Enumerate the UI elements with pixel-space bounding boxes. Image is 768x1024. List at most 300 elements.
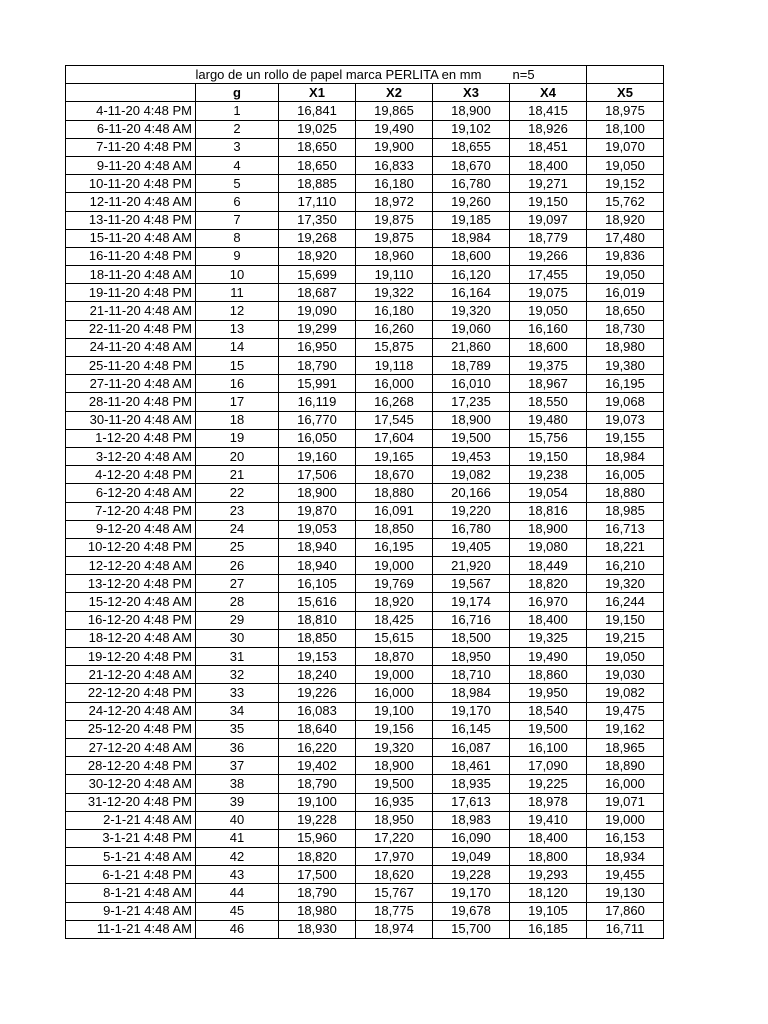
x5-cell: 19,071 xyxy=(587,793,664,811)
x3-cell: 18,789 xyxy=(433,357,510,375)
sample-size-label: n=5 xyxy=(512,66,535,82)
x4-cell: 18,820 xyxy=(510,575,587,593)
x5-cell: 18,934 xyxy=(587,848,664,866)
group-cell: 39 xyxy=(196,793,279,811)
group-cell: 2 xyxy=(196,120,279,138)
table-title: largo de un rollo de papel marca PERLITA en mm xyxy=(195,66,482,82)
x1-cell: 16,841 xyxy=(279,102,356,120)
x3-cell: 19,320 xyxy=(433,302,510,320)
date-cell: 19-12-20 4:48 PM xyxy=(66,648,196,666)
x3-cell: 16,145 xyxy=(433,720,510,738)
table-row xyxy=(66,902,664,920)
date-cell: 10-11-20 4:48 PM xyxy=(66,175,196,193)
x2-cell: 18,960 xyxy=(356,247,433,265)
table-row xyxy=(66,466,664,484)
x2-cell: 19,100 xyxy=(356,702,433,720)
x3-cell: 16,120 xyxy=(433,266,510,284)
table-row xyxy=(66,920,664,938)
x3-cell: 16,164 xyxy=(433,284,510,302)
date-cell: 30-11-20 4:48 AM xyxy=(66,411,196,429)
table-row xyxy=(66,266,664,284)
x5-cell: 19,050 xyxy=(587,266,664,284)
x3-cell: 19,102 xyxy=(433,120,510,138)
x4-cell: 18,978 xyxy=(510,793,587,811)
x4-cell: 15,756 xyxy=(510,429,587,447)
x1-cell: 19,268 xyxy=(279,229,356,247)
group-cell: 7 xyxy=(196,211,279,229)
x2-cell: 16,268 xyxy=(356,393,433,411)
date-cell: 7-12-20 4:48 PM xyxy=(66,502,196,520)
date-cell: 7-11-20 4:48 PM xyxy=(66,138,196,156)
x4-cell: 18,120 xyxy=(510,884,587,902)
group-cell: 23 xyxy=(196,502,279,520)
x4-cell: 18,540 xyxy=(510,702,587,720)
x4-cell: 18,779 xyxy=(510,229,587,247)
x3-cell: 21,860 xyxy=(433,338,510,356)
x1-cell: 18,240 xyxy=(279,666,356,684)
header-x1: X1 xyxy=(279,84,356,102)
group-cell: 29 xyxy=(196,611,279,629)
x3-cell: 18,984 xyxy=(433,229,510,247)
x2-cell: 16,180 xyxy=(356,175,433,193)
group-cell: 12 xyxy=(196,302,279,320)
group-cell: 33 xyxy=(196,684,279,702)
x2-cell: 19,900 xyxy=(356,138,433,156)
x1-cell: 19,228 xyxy=(279,811,356,829)
date-cell: 18-12-20 4:48 AM xyxy=(66,629,196,647)
x2-cell: 17,220 xyxy=(356,829,433,847)
x3-cell: 19,260 xyxy=(433,193,510,211)
x5-cell: 19,155 xyxy=(587,429,664,447)
group-cell: 34 xyxy=(196,702,279,720)
x4-cell: 19,480 xyxy=(510,411,587,429)
group-cell: 4 xyxy=(196,156,279,174)
x1-cell: 16,770 xyxy=(279,411,356,429)
x1-cell: 16,119 xyxy=(279,393,356,411)
group-cell: 8 xyxy=(196,229,279,247)
x4-cell: 19,410 xyxy=(510,811,587,829)
x3-cell: 15,700 xyxy=(433,920,510,938)
date-cell: 16-11-20 4:48 PM xyxy=(66,247,196,265)
x5-cell: 18,985 xyxy=(587,502,664,520)
x5-cell: 19,073 xyxy=(587,411,664,429)
group-cell: 9 xyxy=(196,247,279,265)
x1-cell: 18,810 xyxy=(279,611,356,629)
x5-cell: 16,195 xyxy=(587,375,664,393)
x5-cell: 19,320 xyxy=(587,575,664,593)
header-x4: X4 xyxy=(510,84,587,102)
x4-cell: 19,271 xyxy=(510,175,587,193)
date-cell: 9-1-21 4:48 AM xyxy=(66,902,196,920)
x4-cell: 19,080 xyxy=(510,538,587,556)
x5-cell: 16,153 xyxy=(587,829,664,847)
date-cell: 12-11-20 4:48 AM xyxy=(66,193,196,211)
x3-cell: 19,060 xyxy=(433,320,510,338)
table-row xyxy=(66,775,664,793)
x3-cell: 19,500 xyxy=(433,429,510,447)
x1-cell: 16,220 xyxy=(279,738,356,756)
x1-cell: 18,790 xyxy=(279,775,356,793)
group-cell: 27 xyxy=(196,575,279,593)
date-cell: 30-12-20 4:48 AM xyxy=(66,775,196,793)
table-row xyxy=(66,666,664,684)
date-cell: 25-12-20 4:48 PM xyxy=(66,720,196,738)
group-cell: 18 xyxy=(196,411,279,429)
table-row xyxy=(66,320,664,338)
x5-cell: 19,380 xyxy=(587,357,664,375)
x4-cell: 19,238 xyxy=(510,466,587,484)
x3-cell: 17,235 xyxy=(433,393,510,411)
x5-cell: 19,836 xyxy=(587,247,664,265)
x2-cell: 18,880 xyxy=(356,484,433,502)
x5-cell: 18,221 xyxy=(587,538,664,556)
date-cell: 21-11-20 4:48 AM xyxy=(66,302,196,320)
group-cell: 15 xyxy=(196,357,279,375)
x1-cell: 19,226 xyxy=(279,684,356,702)
date-cell: 24-12-20 4:48 AM xyxy=(66,702,196,720)
group-cell: 30 xyxy=(196,629,279,647)
x2-cell: 15,615 xyxy=(356,629,433,647)
date-cell: 4-11-20 4:48 PM xyxy=(66,102,196,120)
date-cell: 18-11-20 4:48 AM xyxy=(66,266,196,284)
x2-cell: 16,180 xyxy=(356,302,433,320)
table-row xyxy=(66,102,664,120)
table-row xyxy=(66,811,664,829)
date-cell: 6-1-21 4:48 PM xyxy=(66,866,196,884)
x4-cell: 16,970 xyxy=(510,593,587,611)
date-cell: 6-11-20 4:48 AM xyxy=(66,120,196,138)
x4-cell: 19,050 xyxy=(510,302,587,320)
group-cell: 40 xyxy=(196,811,279,829)
group-cell: 21 xyxy=(196,466,279,484)
x5-cell: 16,210 xyxy=(587,557,664,575)
table-row xyxy=(66,247,664,265)
x5-cell: 19,150 xyxy=(587,611,664,629)
header-empty-cell xyxy=(66,84,196,102)
x4-cell: 16,100 xyxy=(510,738,587,756)
date-cell: 28-12-20 4:48 PM xyxy=(66,757,196,775)
x4-cell: 18,415 xyxy=(510,102,587,120)
date-cell: 9-11-20 4:48 AM xyxy=(66,156,196,174)
x1-cell: 18,900 xyxy=(279,484,356,502)
x2-cell: 19,156 xyxy=(356,720,433,738)
x1-cell: 18,850 xyxy=(279,629,356,647)
table-title-cell xyxy=(196,66,510,84)
table-row xyxy=(66,738,664,756)
header-x5: X5 xyxy=(587,84,664,102)
table-row xyxy=(66,848,664,866)
x2-cell: 18,850 xyxy=(356,520,433,538)
x1-cell: 18,930 xyxy=(279,920,356,938)
table-row xyxy=(66,411,664,429)
x2-cell: 16,000 xyxy=(356,375,433,393)
table-row xyxy=(66,229,664,247)
x3-cell: 16,090 xyxy=(433,829,510,847)
header-x2: X2 xyxy=(356,84,433,102)
x1-cell: 18,640 xyxy=(279,720,356,738)
x3-cell: 18,900 xyxy=(433,102,510,120)
group-cell: 10 xyxy=(196,266,279,284)
group-cell: 26 xyxy=(196,557,279,575)
x1-cell: 16,050 xyxy=(279,429,356,447)
x2-cell: 19,865 xyxy=(356,102,433,120)
table-row xyxy=(66,193,664,211)
x2-cell: 19,000 xyxy=(356,557,433,575)
x4-cell: 19,375 xyxy=(510,357,587,375)
x1-cell: 19,160 xyxy=(279,447,356,465)
date-cell: 22-11-20 4:48 PM xyxy=(66,320,196,338)
x3-cell: 19,082 xyxy=(433,466,510,484)
group-cell: 13 xyxy=(196,320,279,338)
date-cell: 3-1-21 4:48 PM xyxy=(66,829,196,847)
title-empty-cell xyxy=(66,66,196,84)
x4-cell: 18,400 xyxy=(510,156,587,174)
x5-cell: 18,980 xyxy=(587,338,664,356)
x3-cell: 18,984 xyxy=(433,684,510,702)
date-cell: 13-11-20 4:48 PM xyxy=(66,211,196,229)
x3-cell: 18,670 xyxy=(433,156,510,174)
x1-cell: 19,402 xyxy=(279,757,356,775)
x5-cell: 19,030 xyxy=(587,666,664,684)
table-row xyxy=(66,429,664,447)
x5-cell: 16,019 xyxy=(587,284,664,302)
table-row xyxy=(66,884,664,902)
table-row xyxy=(66,502,664,520)
group-cell: 41 xyxy=(196,829,279,847)
data-table xyxy=(65,65,664,939)
x1-cell: 17,506 xyxy=(279,466,356,484)
x5-cell: 19,070 xyxy=(587,138,664,156)
x4-cell: 18,967 xyxy=(510,375,587,393)
x5-cell: 16,711 xyxy=(587,920,664,938)
group-cell: 22 xyxy=(196,484,279,502)
x1-cell: 18,885 xyxy=(279,175,356,193)
x3-cell: 19,049 xyxy=(433,848,510,866)
x4-cell: 18,816 xyxy=(510,502,587,520)
x3-cell: 18,900 xyxy=(433,411,510,429)
group-cell: 19 xyxy=(196,429,279,447)
date-cell: 19-11-20 4:48 PM xyxy=(66,284,196,302)
group-cell: 36 xyxy=(196,738,279,756)
title-empty-cell-right xyxy=(587,66,664,84)
table-row xyxy=(66,629,664,647)
table-row xyxy=(66,793,664,811)
x3-cell: 21,920 xyxy=(433,557,510,575)
x5-cell: 19,475 xyxy=(587,702,664,720)
x2-cell: 19,500 xyxy=(356,775,433,793)
x3-cell: 18,710 xyxy=(433,666,510,684)
date-cell: 6-12-20 4:48 AM xyxy=(66,484,196,502)
group-cell: 14 xyxy=(196,338,279,356)
x3-cell: 19,228 xyxy=(433,866,510,884)
x3-cell: 19,220 xyxy=(433,502,510,520)
table-row xyxy=(66,575,664,593)
date-cell: 31-12-20 4:48 PM xyxy=(66,793,196,811)
x1-cell: 15,699 xyxy=(279,266,356,284)
table-body xyxy=(66,66,664,939)
x1-cell: 18,790 xyxy=(279,357,356,375)
x4-cell: 19,266 xyxy=(510,247,587,265)
x2-cell: 19,000 xyxy=(356,666,433,684)
x3-cell: 19,405 xyxy=(433,538,510,556)
x2-cell: 19,322 xyxy=(356,284,433,302)
x2-cell: 16,195 xyxy=(356,538,433,556)
x4-cell: 19,325 xyxy=(510,629,587,647)
x1-cell: 18,820 xyxy=(279,848,356,866)
date-cell: 15-12-20 4:48 AM xyxy=(66,593,196,611)
table-row xyxy=(66,593,664,611)
date-cell: 24-11-20 4:48 AM xyxy=(66,338,196,356)
x3-cell: 16,780 xyxy=(433,175,510,193)
x1-cell: 19,153 xyxy=(279,648,356,666)
x2-cell: 18,620 xyxy=(356,866,433,884)
x2-cell: 17,604 xyxy=(356,429,433,447)
header-g: g xyxy=(196,84,279,102)
group-cell: 6 xyxy=(196,193,279,211)
x4-cell: 18,860 xyxy=(510,666,587,684)
table-row xyxy=(66,866,664,884)
x2-cell: 15,767 xyxy=(356,884,433,902)
x1-cell: 18,940 xyxy=(279,557,356,575)
x4-cell: 19,500 xyxy=(510,720,587,738)
x3-cell: 19,174 xyxy=(433,593,510,611)
x1-cell: 18,687 xyxy=(279,284,356,302)
x2-cell: 19,110 xyxy=(356,266,433,284)
x2-cell: 19,320 xyxy=(356,738,433,756)
x4-cell: 19,293 xyxy=(510,866,587,884)
group-cell: 16 xyxy=(196,375,279,393)
x4-cell: 18,550 xyxy=(510,393,587,411)
group-cell: 1 xyxy=(196,102,279,120)
x1-cell: 19,870 xyxy=(279,502,356,520)
x5-cell: 19,068 xyxy=(587,393,664,411)
group-cell: 3 xyxy=(196,138,279,156)
table-row xyxy=(66,211,664,229)
table-row xyxy=(66,447,664,465)
group-cell: 35 xyxy=(196,720,279,738)
table-row xyxy=(66,720,664,738)
x2-cell: 18,425 xyxy=(356,611,433,629)
date-cell: 10-12-20 4:48 PM xyxy=(66,538,196,556)
group-cell: 43 xyxy=(196,866,279,884)
date-cell: 9-12-20 4:48 AM xyxy=(66,520,196,538)
x2-cell: 18,870 xyxy=(356,648,433,666)
x1-cell: 19,090 xyxy=(279,302,356,320)
x3-cell: 18,983 xyxy=(433,811,510,829)
table-row xyxy=(66,338,664,356)
x3-cell: 19,170 xyxy=(433,702,510,720)
date-cell: 27-11-20 4:48 AM xyxy=(66,375,196,393)
x2-cell: 19,490 xyxy=(356,120,433,138)
x4-cell: 19,150 xyxy=(510,193,587,211)
x4-cell: 18,600 xyxy=(510,338,587,356)
x1-cell: 16,105 xyxy=(279,575,356,593)
table-row xyxy=(66,557,664,575)
group-cell: 37 xyxy=(196,757,279,775)
x2-cell: 18,950 xyxy=(356,811,433,829)
x1-cell: 17,350 xyxy=(279,211,356,229)
date-cell: 16-12-20 4:48 PM xyxy=(66,611,196,629)
x2-cell: 16,260 xyxy=(356,320,433,338)
x4-cell: 18,451 xyxy=(510,138,587,156)
x4-cell: 19,225 xyxy=(510,775,587,793)
x1-cell: 18,980 xyxy=(279,902,356,920)
x5-cell: 18,880 xyxy=(587,484,664,502)
x3-cell: 18,655 xyxy=(433,138,510,156)
date-cell: 28-11-20 4:48 PM xyxy=(66,393,196,411)
x5-cell: 18,730 xyxy=(587,320,664,338)
x5-cell: 19,152 xyxy=(587,175,664,193)
date-cell: 13-12-20 4:48 PM xyxy=(66,575,196,593)
x4-cell: 17,455 xyxy=(510,266,587,284)
group-cell: 42 xyxy=(196,848,279,866)
group-cell: 11 xyxy=(196,284,279,302)
date-cell: 4-12-20 4:48 PM xyxy=(66,466,196,484)
x3-cell: 16,716 xyxy=(433,611,510,629)
table-row xyxy=(66,375,664,393)
x2-cell: 15,875 xyxy=(356,338,433,356)
x2-cell: 18,670 xyxy=(356,466,433,484)
group-cell: 38 xyxy=(196,775,279,793)
table-row xyxy=(66,357,664,375)
x3-cell: 16,780 xyxy=(433,520,510,538)
table-row xyxy=(66,829,664,847)
x5-cell: 18,920 xyxy=(587,211,664,229)
date-cell: 3-12-20 4:48 AM xyxy=(66,447,196,465)
group-cell: 32 xyxy=(196,666,279,684)
x1-cell: 17,500 xyxy=(279,866,356,884)
table-row xyxy=(66,138,664,156)
x1-cell: 16,950 xyxy=(279,338,356,356)
x4-cell: 19,097 xyxy=(510,211,587,229)
x2-cell: 19,875 xyxy=(356,229,433,247)
date-cell: 12-12-20 4:48 AM xyxy=(66,557,196,575)
x5-cell: 18,100 xyxy=(587,120,664,138)
x3-cell: 20,166 xyxy=(433,484,510,502)
table-row xyxy=(66,702,664,720)
x3-cell: 18,600 xyxy=(433,247,510,265)
x2-cell: 16,091 xyxy=(356,502,433,520)
x4-cell: 18,449 xyxy=(510,557,587,575)
x1-cell: 18,790 xyxy=(279,884,356,902)
x4-cell: 18,926 xyxy=(510,120,587,138)
x5-cell: 16,005 xyxy=(587,466,664,484)
date-cell: 11-1-21 4:48 AM xyxy=(66,920,196,938)
x2-cell: 19,118 xyxy=(356,357,433,375)
x3-cell: 19,170 xyxy=(433,884,510,902)
x5-cell: 19,215 xyxy=(587,629,664,647)
x1-cell: 18,920 xyxy=(279,247,356,265)
x4-cell: 18,900 xyxy=(510,520,587,538)
group-cell: 45 xyxy=(196,902,279,920)
date-cell: 15-11-20 4:48 AM xyxy=(66,229,196,247)
x2-cell: 17,970 xyxy=(356,848,433,866)
table-row xyxy=(66,757,664,775)
header-x3: X3 xyxy=(433,84,510,102)
x1-cell: 19,299 xyxy=(279,320,356,338)
x2-cell: 19,875 xyxy=(356,211,433,229)
table-row xyxy=(66,393,664,411)
group-cell: 25 xyxy=(196,538,279,556)
x5-cell: 17,860 xyxy=(587,902,664,920)
header-row xyxy=(66,84,664,102)
group-cell: 28 xyxy=(196,593,279,611)
x2-cell: 16,000 xyxy=(356,684,433,702)
x4-cell: 19,105 xyxy=(510,902,587,920)
table-row xyxy=(66,538,664,556)
x4-cell: 18,400 xyxy=(510,611,587,629)
table-row xyxy=(66,484,664,502)
